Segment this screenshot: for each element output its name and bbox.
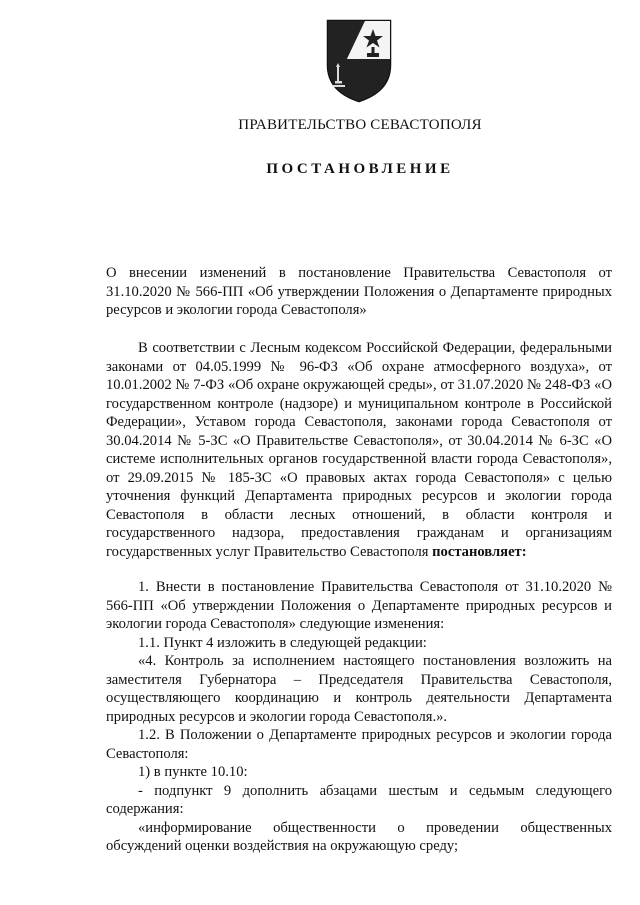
paragraph: 1.1. Пункт 4 изложить в следующей редакции: — [138, 634, 427, 651]
preamble-text: В соответствии с Лесным кодексом Российской Федерации, федеральными законами от 04.05.1999 № 96-ФЗ «Об охране атмосферного воздуха», от 10.01.2002 № 7-ФЗ «Об охране окружающей среды», от 31.07.2020 № 248-ФЗ «О государственном контроле (надзоре) и муниципальном контроле в Российской Федерации», Уставом города Севастополя, законами города Севастополя от 30.04.2014 № 5-ЗС «О Правительстве Севастополя», от 30.04.2014 № 6-ЗС «О системе исполнительных органов государственной власти города Севастополя», от 29.09.2015 № 185-ЗС «О правовых актах города Севастополя» с целью уточнения функций Департамента природных ресурсов и экологии города Севастополя в области лесных отношений, в области контроля и государственного надзора, предоставления гражданам и организациям государственных услуг Правительство Севастополя — [106, 340, 612, 560]
paragraph: 1) в пункте 10.10: — [138, 764, 248, 780]
paragraph: 1.2. В Положении о Департаменте природных ресурсов и экологии города Севастополя: — [106, 727, 612, 762]
sevastopol-coat-of-arms — [325, 15, 393, 103]
paragraph: - подпункт 9 дополнить абзацами шестым и седьмым следующего содержания: — [106, 782, 612, 817]
document-subject — [106, 264, 612, 320]
preamble — [106, 339, 612, 561]
paragraph: «4. Контроль за исполнением настоящего постановления возложить на заместителя Губернатора – Председателя Правительства Севастополя, осуществляющего координацию и контроль деятельности Департамента природных ресурсов и экологии города Севастополя.». — [106, 653, 612, 725]
preamble-paragraph — [106, 339, 612, 561]
document-type-title: ПОСТАНОВЛЕНИЕ — [266, 161, 454, 177]
paragraph: «информирование общественности о проведении общественных обсуждений оценки воздействия на окружающую среду; — [106, 819, 612, 854]
paragraph: 1. Внести в постановление Правительства Севастополя от 31.10.2020 № 566-ПП «Об утверждении Положения о Департаменте природных ресурсов и экологии города Севастополя» следующие изменения: — [106, 579, 612, 632]
document-body — [106, 578, 612, 856]
government-name: ПРАВИТЕЛЬСТВО СЕВАСТОПОЛЯ — [238, 117, 482, 133]
decree-word: постановляет: — [432, 543, 527, 560]
subject-text: О внесении изменений в постановление Правительства Севастополя от 31.10.2020 № 566-ПП «Об утверждении Положения о Департаменте природных ресурсов и экологии города Севастополя» — [106, 265, 612, 318]
